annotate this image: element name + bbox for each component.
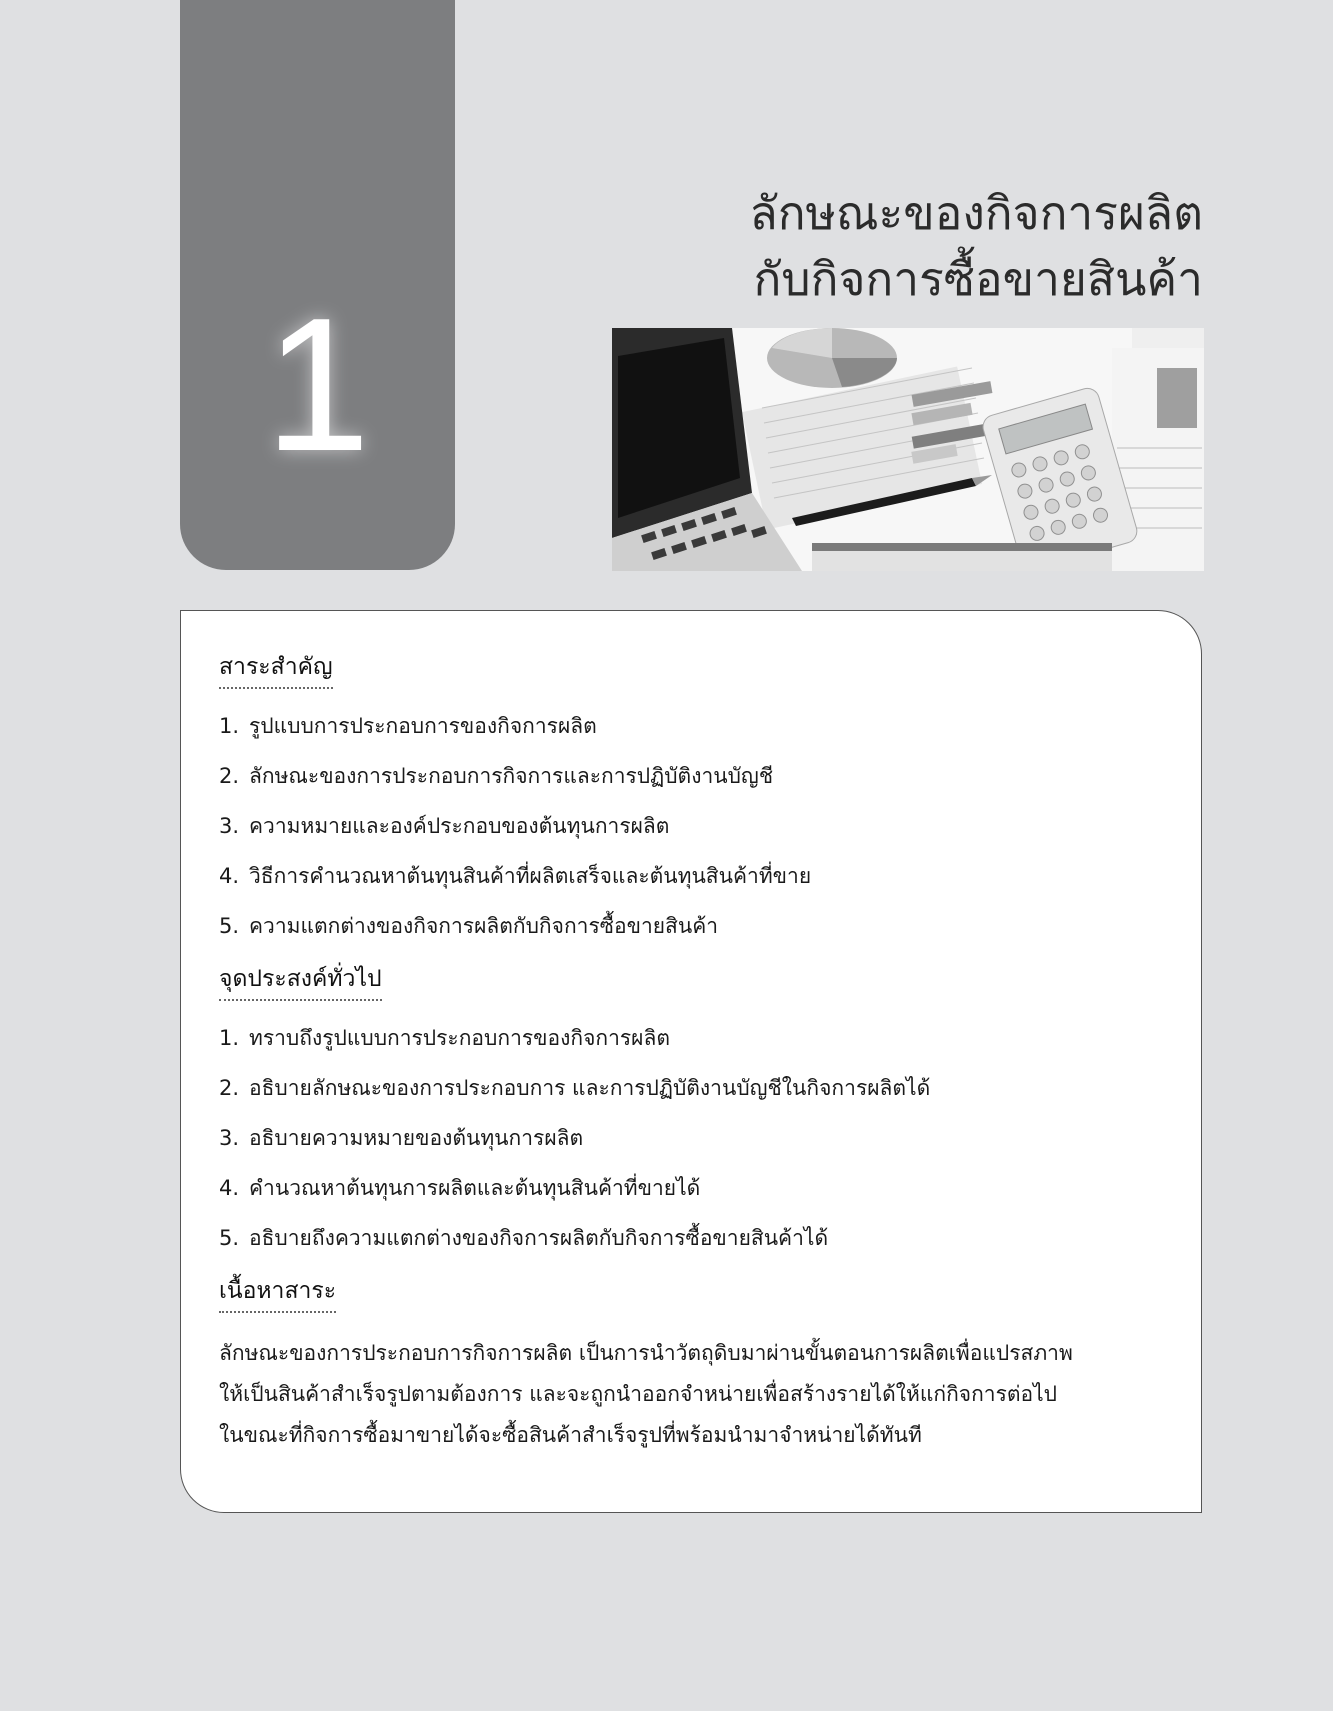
key-points-list: [219, 701, 1171, 951]
objectives-list: [219, 1013, 1171, 1263]
key-points-section: [219, 649, 1171, 951]
item-text: อธิบายความหมายของต้นทุนการผลิต: [249, 1126, 584, 1150]
content-heading: เนื้อหาสาระ: [219, 1273, 336, 1313]
item-number: 1.: [219, 1026, 240, 1050]
item-number: 4.: [219, 864, 240, 888]
list-item: [219, 1113, 1171, 1163]
key-points-heading: สาระสำคัญ: [219, 649, 333, 689]
objectives-section: [219, 961, 1171, 1263]
item-text: อธิบายถึงความแตกต่างของกิจการผลิตกับกิจการซื้อขายสินค้าได้: [249, 1226, 829, 1250]
item-text: วิธีการคำนวณหาต้นทุนสินค้าที่ผลิตเสร็จและต้นทุนสินค้าที่ขาย: [249, 864, 812, 888]
list-item: [219, 1163, 1171, 1213]
chapter-title-line1: ลักษณะของกิจการผลิต: [749, 186, 1203, 240]
list-item: [219, 1213, 1171, 1263]
item-number: 5.: [219, 914, 240, 938]
chapter-title-line2: กับกิจการซื้อขายสินค้า: [753, 252, 1203, 306]
item-text: ความแตกต่างของกิจการผลิตกับกิจการซื้อขายสินค้า: [249, 914, 719, 938]
item-text: อธิบายลักษณะของการประกอบการ และการปฏิบัติงานบัญชีในกิจการผลิตได้: [249, 1076, 931, 1100]
item-number: 4.: [219, 1176, 240, 1200]
list-item: [219, 901, 1171, 951]
item-text: ลักษณะของการประกอบการกิจการและการปฏิบัติงานบัญชี: [249, 764, 774, 788]
chapter-photo: [612, 328, 1204, 571]
item-number: 2.: [219, 1076, 240, 1100]
paragraph-line: ในขณะที่กิจการซื้อมาขายได้จะซื้อสินค้าสำเร็จรูปที่พร้อมนำมาจำหน่ายได้ทันที: [219, 1423, 922, 1447]
objectives-heading: จุดประสงค์ทั่วไป: [219, 961, 382, 1001]
content-section: [219, 1273, 1171, 1456]
list-item: [219, 851, 1171, 901]
paragraph-line: ให้เป็นสินค้าสำเร็จรูปตามต้องการ และจะถูกนำออกจำหน่ายเพื่อสร้างรายได้ให้แก่กิจการต่อไป: [219, 1382, 1058, 1406]
chapter-tab: [180, 0, 455, 570]
item-number: 2.: [219, 764, 240, 788]
item-text: คำนวณหาต้นทุนการผลิตและต้นทุนสินค้าที่ขายได้: [249, 1176, 701, 1200]
list-item: [219, 751, 1171, 801]
paragraph-line: ลักษณะของการประกอบการกิจการผลิต เป็นการนำวัตถุดิบมาผ่านขั้นตอนการผลิตเพื่อแปรสภาพ: [219, 1341, 1073, 1365]
list-item: [219, 1063, 1171, 1113]
item-text: ทราบถึงรูปแบบการประกอบการของกิจการผลิต: [249, 1026, 670, 1050]
content-box: [180, 610, 1202, 1513]
chapter-number: 1: [264, 279, 371, 491]
list-item: [219, 701, 1171, 751]
chapter-title: [750, 180, 1204, 312]
item-number: 1.: [219, 714, 240, 738]
item-number: 3.: [219, 1126, 240, 1150]
item-number: 5.: [219, 1226, 240, 1250]
item-number: 3.: [219, 814, 240, 838]
item-text: ความหมายและองค์ประกอบของต้นทุนการผลิต: [249, 814, 670, 838]
content-paragraph: [219, 1333, 1171, 1456]
list-item: [219, 1013, 1171, 1063]
list-item: [219, 801, 1171, 851]
item-text: รูปแบบการประกอบการของกิจการผลิต: [249, 714, 597, 738]
